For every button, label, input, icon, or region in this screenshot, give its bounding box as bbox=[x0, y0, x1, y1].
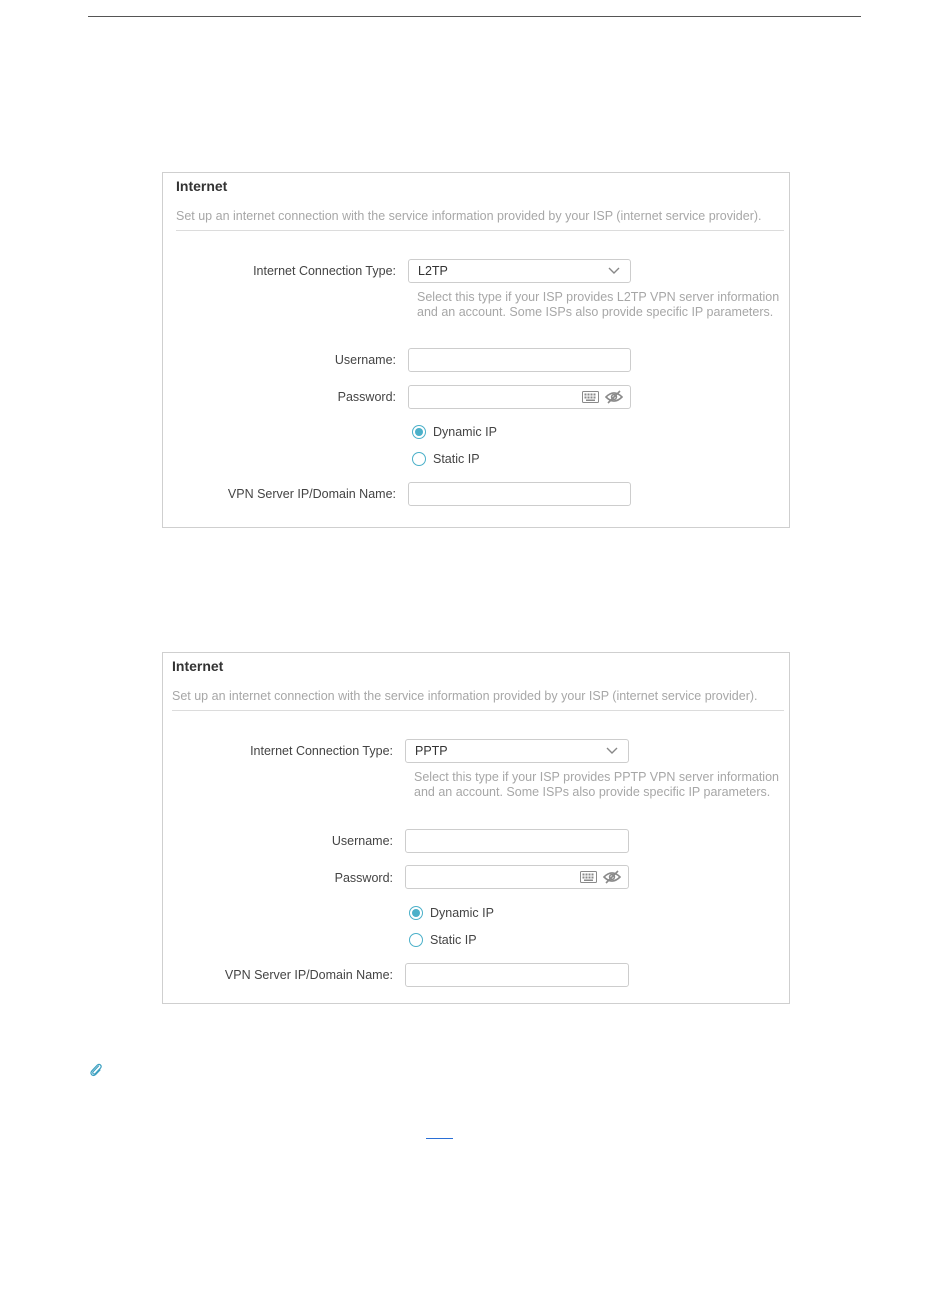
keyboard-icon[interactable] bbox=[580, 871, 597, 883]
username-label: Username: bbox=[334, 353, 396, 367]
radio-dynamic-ip-circle[interactable] bbox=[412, 425, 426, 439]
page-top-rule bbox=[88, 16, 861, 17]
radio-static-ip-label: Static IP bbox=[430, 933, 477, 947]
panel-title: Internet bbox=[176, 178, 228, 194]
internet-panel-l2tp bbox=[162, 172, 790, 528]
vpn-server-label: VPN Server IP/Domain Name: bbox=[227, 487, 396, 501]
vpn-server-label: VPN Server IP/Domain Name: bbox=[224, 968, 393, 982]
username-label: Username: bbox=[331, 834, 393, 848]
panel-title: Internet bbox=[172, 658, 224, 674]
connection-type-label: Internet Connection Type: bbox=[250, 744, 393, 758]
password-label: Password: bbox=[334, 871, 393, 885]
radio-dynamic-ip[interactable] bbox=[409, 906, 494, 920]
connection-type-select[interactable] bbox=[408, 259, 631, 283]
password-input[interactable] bbox=[405, 865, 629, 889]
panel-divider bbox=[172, 710, 784, 711]
radio-static-ip[interactable] bbox=[412, 452, 480, 466]
radio-dynamic-ip-label: Dynamic IP bbox=[430, 906, 494, 920]
username-input[interactable] bbox=[408, 348, 631, 372]
paperclip-icon bbox=[89, 1063, 103, 1077]
radio-static-ip-label: Static IP bbox=[433, 452, 480, 466]
connection-type-value: PPTP bbox=[415, 744, 448, 758]
radio-dynamic-ip-circle[interactable] bbox=[409, 906, 423, 920]
password-label: Password: bbox=[337, 390, 396, 404]
internet-panel-pptp bbox=[162, 652, 790, 1004]
keyboard-icon[interactable] bbox=[582, 391, 599, 403]
vpn-server-input[interactable] bbox=[405, 963, 629, 987]
connection-type-label: Internet Connection Type: bbox=[253, 264, 396, 278]
radio-static-ip[interactable] bbox=[409, 933, 477, 947]
text-link-underline[interactable] bbox=[426, 1138, 453, 1139]
connection-type-hint: Select this type if your ISP provides L2TP VPN server information and an account. Some ISPs also provide specific IP parameters. bbox=[417, 290, 780, 319]
radio-dynamic-ip[interactable] bbox=[412, 425, 497, 439]
eye-slash-icon[interactable] bbox=[605, 390, 623, 404]
panel-description: Set up an internet connection with the service information provided by your ISP (internet service provider). bbox=[172, 689, 758, 703]
password-input[interactable] bbox=[408, 385, 631, 409]
eye-slash-icon[interactable] bbox=[603, 870, 621, 884]
radio-dynamic-ip-label: Dynamic IP bbox=[433, 425, 497, 439]
connection-type-select[interactable] bbox=[405, 739, 629, 763]
radio-static-ip-circle[interactable] bbox=[409, 933, 423, 947]
chevron-down-icon bbox=[605, 743, 619, 757]
vpn-server-input[interactable] bbox=[408, 482, 631, 506]
panel-description: Set up an internet connection with the service information provided by your ISP (internet service provider). bbox=[176, 209, 762, 223]
chevron-down-icon bbox=[607, 263, 621, 277]
username-input[interactable] bbox=[405, 829, 629, 853]
connection-type-value: L2TP bbox=[418, 264, 448, 278]
radio-static-ip-circle[interactable] bbox=[412, 452, 426, 466]
connection-type-hint: Select this type if your ISP provides PPTP VPN server information and an account. Some ISPs also provide specific IP parameters. bbox=[414, 770, 779, 799]
panel-divider bbox=[176, 230, 784, 231]
